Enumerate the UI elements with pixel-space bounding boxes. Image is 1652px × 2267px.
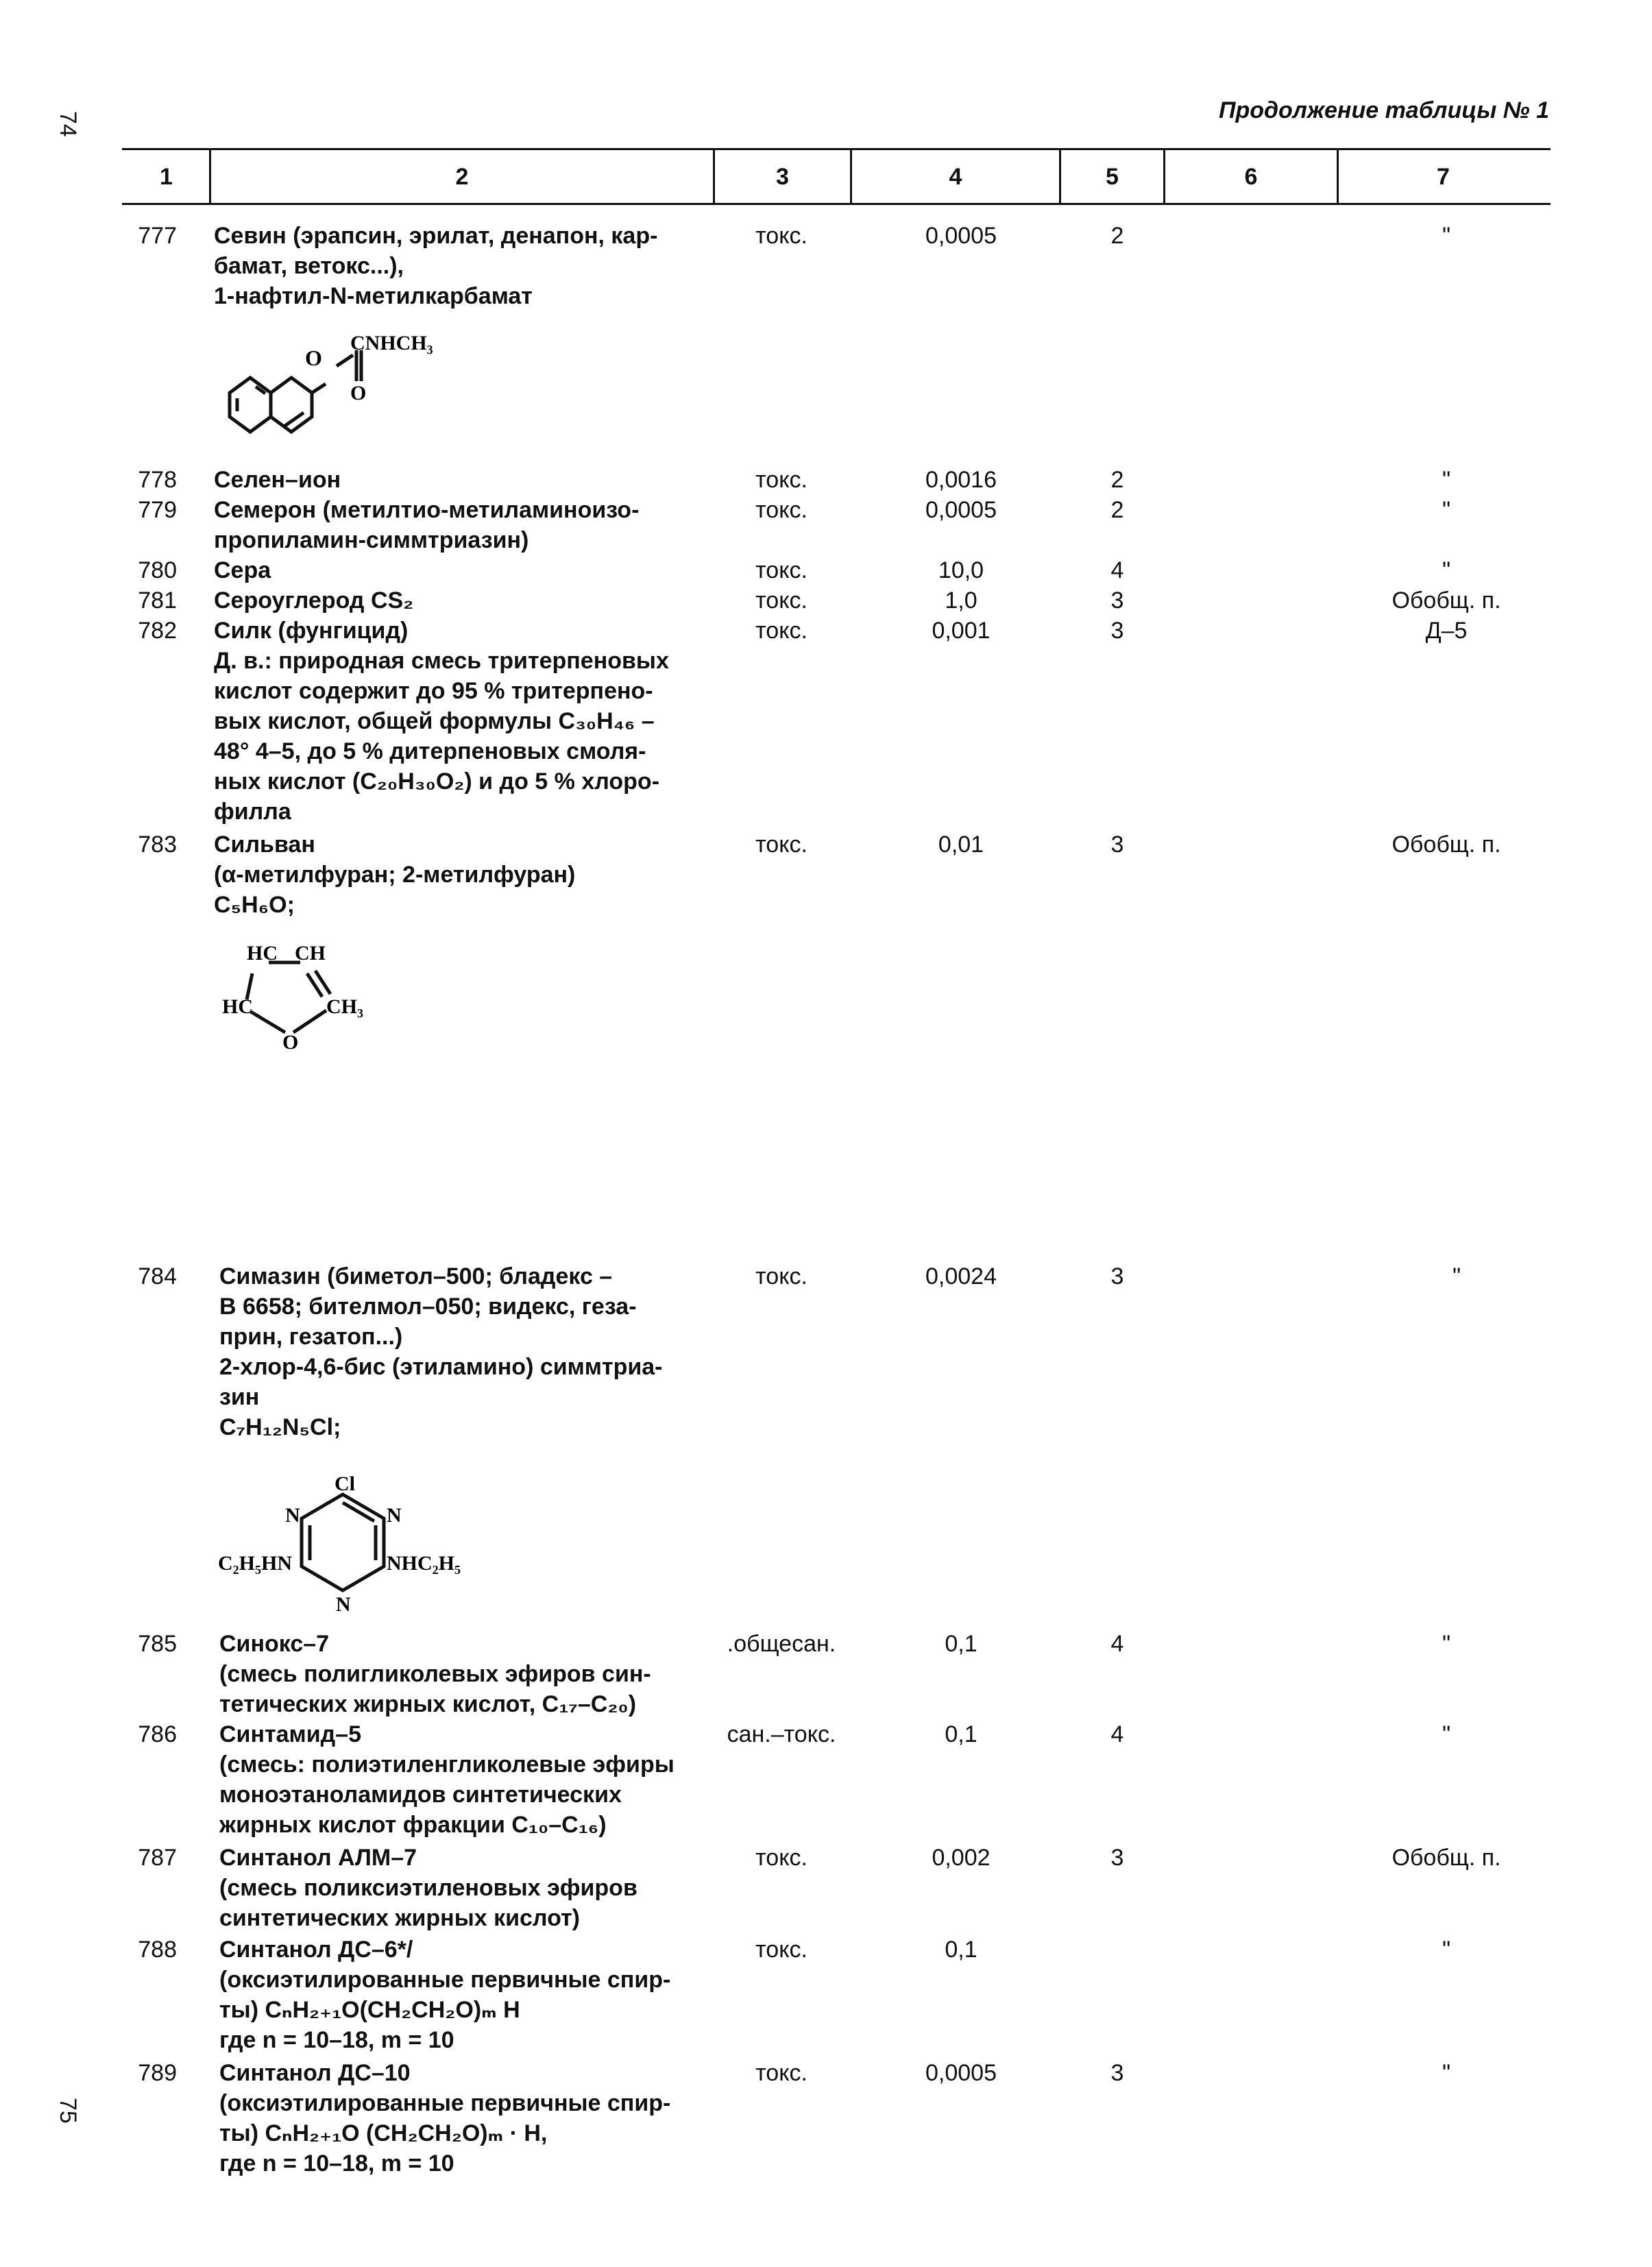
sylvan-ring-hc-top: HC <box>247 942 278 965</box>
concentration-value: 0,1 <box>945 1631 977 1657</box>
analysis-method: Обобщ. п. <box>1392 832 1501 858</box>
substance-name: Силк (фунгицид) Д. в.: природная смесь тритерпеновых кислот содержит до 95 % тритерпено- вых кислот, общей формулы C₃₀H₄₆ – 48° 4–5, до 5 % дитерпеновых смоля- ных кислот (C₂₀H₃₀O₂) и до 5 % хлоро- филла <box>214 618 669 825</box>
sevin-ester-oxygen: O <box>305 345 322 370</box>
sylvan-methyl-group: CH₃ <box>326 995 363 1018</box>
hazard-class: 4 <box>1110 557 1124 583</box>
row-number: 778 <box>138 467 177 493</box>
sevin-structure-diagram <box>216 328 463 451</box>
analysis-method: " <box>1442 1937 1451 1963</box>
hazard-indicator: токс. <box>755 832 807 858</box>
row-number: 779 <box>138 497 177 523</box>
column-header-7: 7 <box>1437 163 1450 190</box>
row-number: 784 <box>138 1263 177 1289</box>
row-number: 787 <box>138 1845 177 1871</box>
substance-name: Синтамид–5 (смесь: полиэтиленгликолевые эфиры моноэтаноламидов синтетических жирных кислот фракции C₁₀–C₁₆) <box>219 1721 675 1838</box>
sevin-carbonyl-oxygen: O <box>350 382 367 404</box>
analysis-method: Обобщ. п. <box>1392 1845 1501 1871</box>
page-number-bottom: 75 <box>55 2098 81 2124</box>
concentration-value: 0,01 <box>938 832 984 858</box>
hazard-class: 2 <box>1110 467 1124 493</box>
row-number: 783 <box>138 832 177 858</box>
hazard-class: 3 <box>1110 618 1124 644</box>
analysis-method: " <box>1442 497 1451 523</box>
row-number: 777 <box>138 223 177 249</box>
substance-name: Сероуглерод CS₂ <box>214 587 414 614</box>
substance-name: Семерон (метилтио-метиламиноизо- пропиламин-симмтриазин) <box>214 497 640 553</box>
hazard-class: 3 <box>1110 1845 1124 1871</box>
row-number: 782 <box>138 618 177 644</box>
concentration-value: 0,0024 <box>925 1263 997 1289</box>
concentration-value: 1,0 <box>945 587 977 614</box>
concentration-value: 0,0005 <box>925 223 997 249</box>
sevin-carbamate-group: CNHCH₃ <box>350 332 433 354</box>
substance-name: Синокс–7 (смесь полигликолевых эфиров син- тетических жирных кислот, C₁₇–C₂₀) <box>219 1631 651 1717</box>
hazard-indicator: сан.–токс. <box>727 1721 836 1747</box>
simazine-ring-nitrogen-bottom: N <box>336 1593 351 1616</box>
analysis-method: Д–5 <box>1425 618 1468 644</box>
analysis-method: " <box>1442 557 1451 583</box>
substance-name: Симазин (биметол–500; бладекс – B 6658; бителмол–050; видекс, геза- прин, гезатоп...) 2-хлор-4,6-бис (этиламино) симмтриа- зин C₇H₁₂N₅Cl; <box>219 1263 663 1440</box>
substance-name: Синтанол ДС–6*/ (оксиэтилированные первичные спир- ты) CₙH₂₊₁O(CH₂CH₂O)ₘ H где n = 10–18, m = 10 <box>219 1937 671 2053</box>
page-number-top: 74 <box>55 111 81 137</box>
hazard-class: 2 <box>1110 223 1124 249</box>
analysis-method: " <box>1442 223 1451 249</box>
simazine-structure-diagram <box>217 1467 505 1618</box>
hazard-indicator: токс. <box>755 223 807 249</box>
hazard-class: 3 <box>1110 832 1124 858</box>
hazard-indicator: токс. <box>755 497 807 523</box>
hazard-class: 2 <box>1110 497 1124 523</box>
concentration-value: 0,001 <box>932 618 991 644</box>
hazard-class: 4 <box>1110 1721 1124 1747</box>
hazard-indicator: токс. <box>755 2060 807 2086</box>
column-header-4: 4 <box>949 163 962 190</box>
substance-name: Севин (эрапсин, эрилат, денапон, кар- бамат, ветокс...), 1-нафтил-N-метилкарбамат <box>214 223 658 309</box>
sylvan-ring-oxygen: O <box>282 1031 299 1054</box>
sylvan-ring-hc-left: HC <box>222 995 253 1018</box>
hazard-indicator: токс. <box>755 1263 807 1289</box>
analysis-method: " <box>1452 1263 1461 1289</box>
hazard-indicator: токс. <box>755 618 807 644</box>
hazard-indicator: токс. <box>755 1845 807 1871</box>
simazine-ethylamino-left: C₂H₅HN <box>218 1552 292 1575</box>
simazine-ring-nitrogen-right: N <box>387 1504 402 1527</box>
hazard-indicator: токс. <box>755 587 807 614</box>
sylvan-structure-diagram <box>219 939 398 1056</box>
analysis-method: " <box>1442 1631 1451 1657</box>
simazine-chlorine: Cl <box>335 1472 355 1495</box>
column-header-2: 2 <box>455 163 469 190</box>
row-number: 789 <box>138 2060 177 2086</box>
hazard-class: 3 <box>1110 587 1124 614</box>
substance-name: Сера <box>214 557 271 583</box>
hazard-indicator: токс. <box>755 1937 807 1963</box>
concentration-value: 0,0005 <box>925 2060 997 2086</box>
column-header-3: 3 <box>776 163 789 190</box>
substance-name: Сильван (α-метилфуран; 2-метилфуран) C₅H₆O; <box>214 832 576 918</box>
concentration-value: 0,002 <box>932 1845 991 1871</box>
concentration-value: 10,0 <box>938 557 984 583</box>
concentration-value: 0,0005 <box>925 497 997 523</box>
substance-name: Синтанол ДС–10 (оксиэтилированные первичные спир- ты) CₙH₂₊₁O (CH₂CH₂O)ₘ · H, где n = 10–18, m = 10 <box>219 2060 671 2177</box>
analysis-method: " <box>1442 2060 1451 2086</box>
substance-name: Селен–ион <box>214 467 341 493</box>
simazine-ring-nitrogen-left: N <box>285 1504 300 1527</box>
substance-name: Синтанол АЛМ–7 (смесь поликсиэтиленовых эфиров синтетических жирных кислот) <box>219 1845 637 1931</box>
row-number: 788 <box>138 1937 177 1963</box>
concentration-value: 0,0016 <box>925 467 997 493</box>
row-number: 785 <box>138 1631 177 1657</box>
analysis-method: Обобщ. п. <box>1392 587 1501 614</box>
hazard-class: 4 <box>1110 1631 1124 1657</box>
analysis-method: " <box>1442 467 1451 493</box>
hazard-class: 3 <box>1110 2060 1124 2086</box>
concentration-value: 0,1 <box>945 1937 977 1963</box>
row-number: 781 <box>138 587 177 614</box>
row-number: 786 <box>138 1721 177 1747</box>
concentration-value: 0,1 <box>945 1721 977 1747</box>
simazine-ethylamino-right: NHC₂H₅ <box>387 1552 461 1575</box>
hazard-indicator: токс. <box>755 557 807 583</box>
sylvan-ring-ch-top: CH <box>295 942 326 965</box>
hazard-indicator: .общесан. <box>727 1631 836 1657</box>
table-caption: Продолжение таблицы № 1 <box>1219 97 1549 123</box>
row-number: 780 <box>138 557 177 583</box>
hazard-indicator: токс. <box>755 467 807 493</box>
hazard-class: 3 <box>1110 1263 1124 1289</box>
column-header-6: 6 <box>1244 163 1258 190</box>
analysis-method: " <box>1442 1721 1451 1747</box>
column-header-5: 5 <box>1106 163 1119 190</box>
column-header-1: 1 <box>160 163 173 190</box>
